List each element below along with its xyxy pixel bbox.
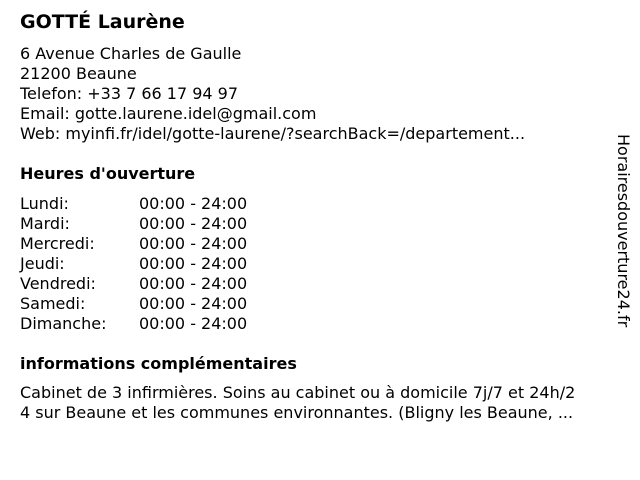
info-line: Cabinet de 3 infirmières. Soins au cabinet ou à domicile 7j/7 et 24h/2: [20, 383, 576, 402]
hours-time: 00:00 - 24:00: [139, 214, 248, 233]
hours-time: 00:00 - 24:00: [139, 254, 248, 273]
contact-block: [20, 44, 525, 144]
address-city: 21200 Beaune: [20, 64, 137, 83]
hours-day: Samedi:: [20, 294, 86, 313]
hours-time: 00:00 - 24:00: [139, 314, 248, 333]
hours-day: Mardi:: [20, 214, 70, 233]
hours-day: Mercredi:: [20, 234, 95, 253]
hours-time: 00:00 - 24:00: [139, 294, 248, 313]
hours-day: Lundi:: [20, 194, 69, 213]
phone-line[interactable]: Telefon: +33 7 66 17 94 97: [20, 84, 239, 103]
hours-day: Vendredi:: [20, 274, 96, 293]
page-title: GOTTÉ Laurène: [20, 11, 185, 33]
email-line[interactable]: Email: gotte.laurene.idel@gmail.com: [20, 104, 317, 123]
site-watermark: [612, 134, 634, 374]
opening-hours-heading: Heures d'ouverture: [20, 164, 196, 183]
hours-time: 00:00 - 24:00: [139, 234, 248, 253]
hours-day: Jeudi:: [20, 254, 65, 273]
additional-info-heading: informations complémentaires: [20, 354, 297, 373]
hours-time: 00:00 - 24:00: [139, 274, 248, 293]
info-line: 4 sur Beaune et les communes environnantes. (Bligny les Beaune, ...: [20, 403, 574, 422]
hours-day: Dimanche:: [20, 314, 107, 333]
watermark-text: Horairesdouverture24.fr: [614, 134, 633, 328]
address-street: 6 Avenue Charles de Gaulle: [20, 44, 242, 63]
web-line[interactable]: Web: myinfi.fr/idel/gotte-laurene/?searchBack=/departement...: [20, 124, 526, 143]
hours-time: 00:00 - 24:00: [139, 194, 248, 213]
additional-info-text: [20, 383, 632, 423]
